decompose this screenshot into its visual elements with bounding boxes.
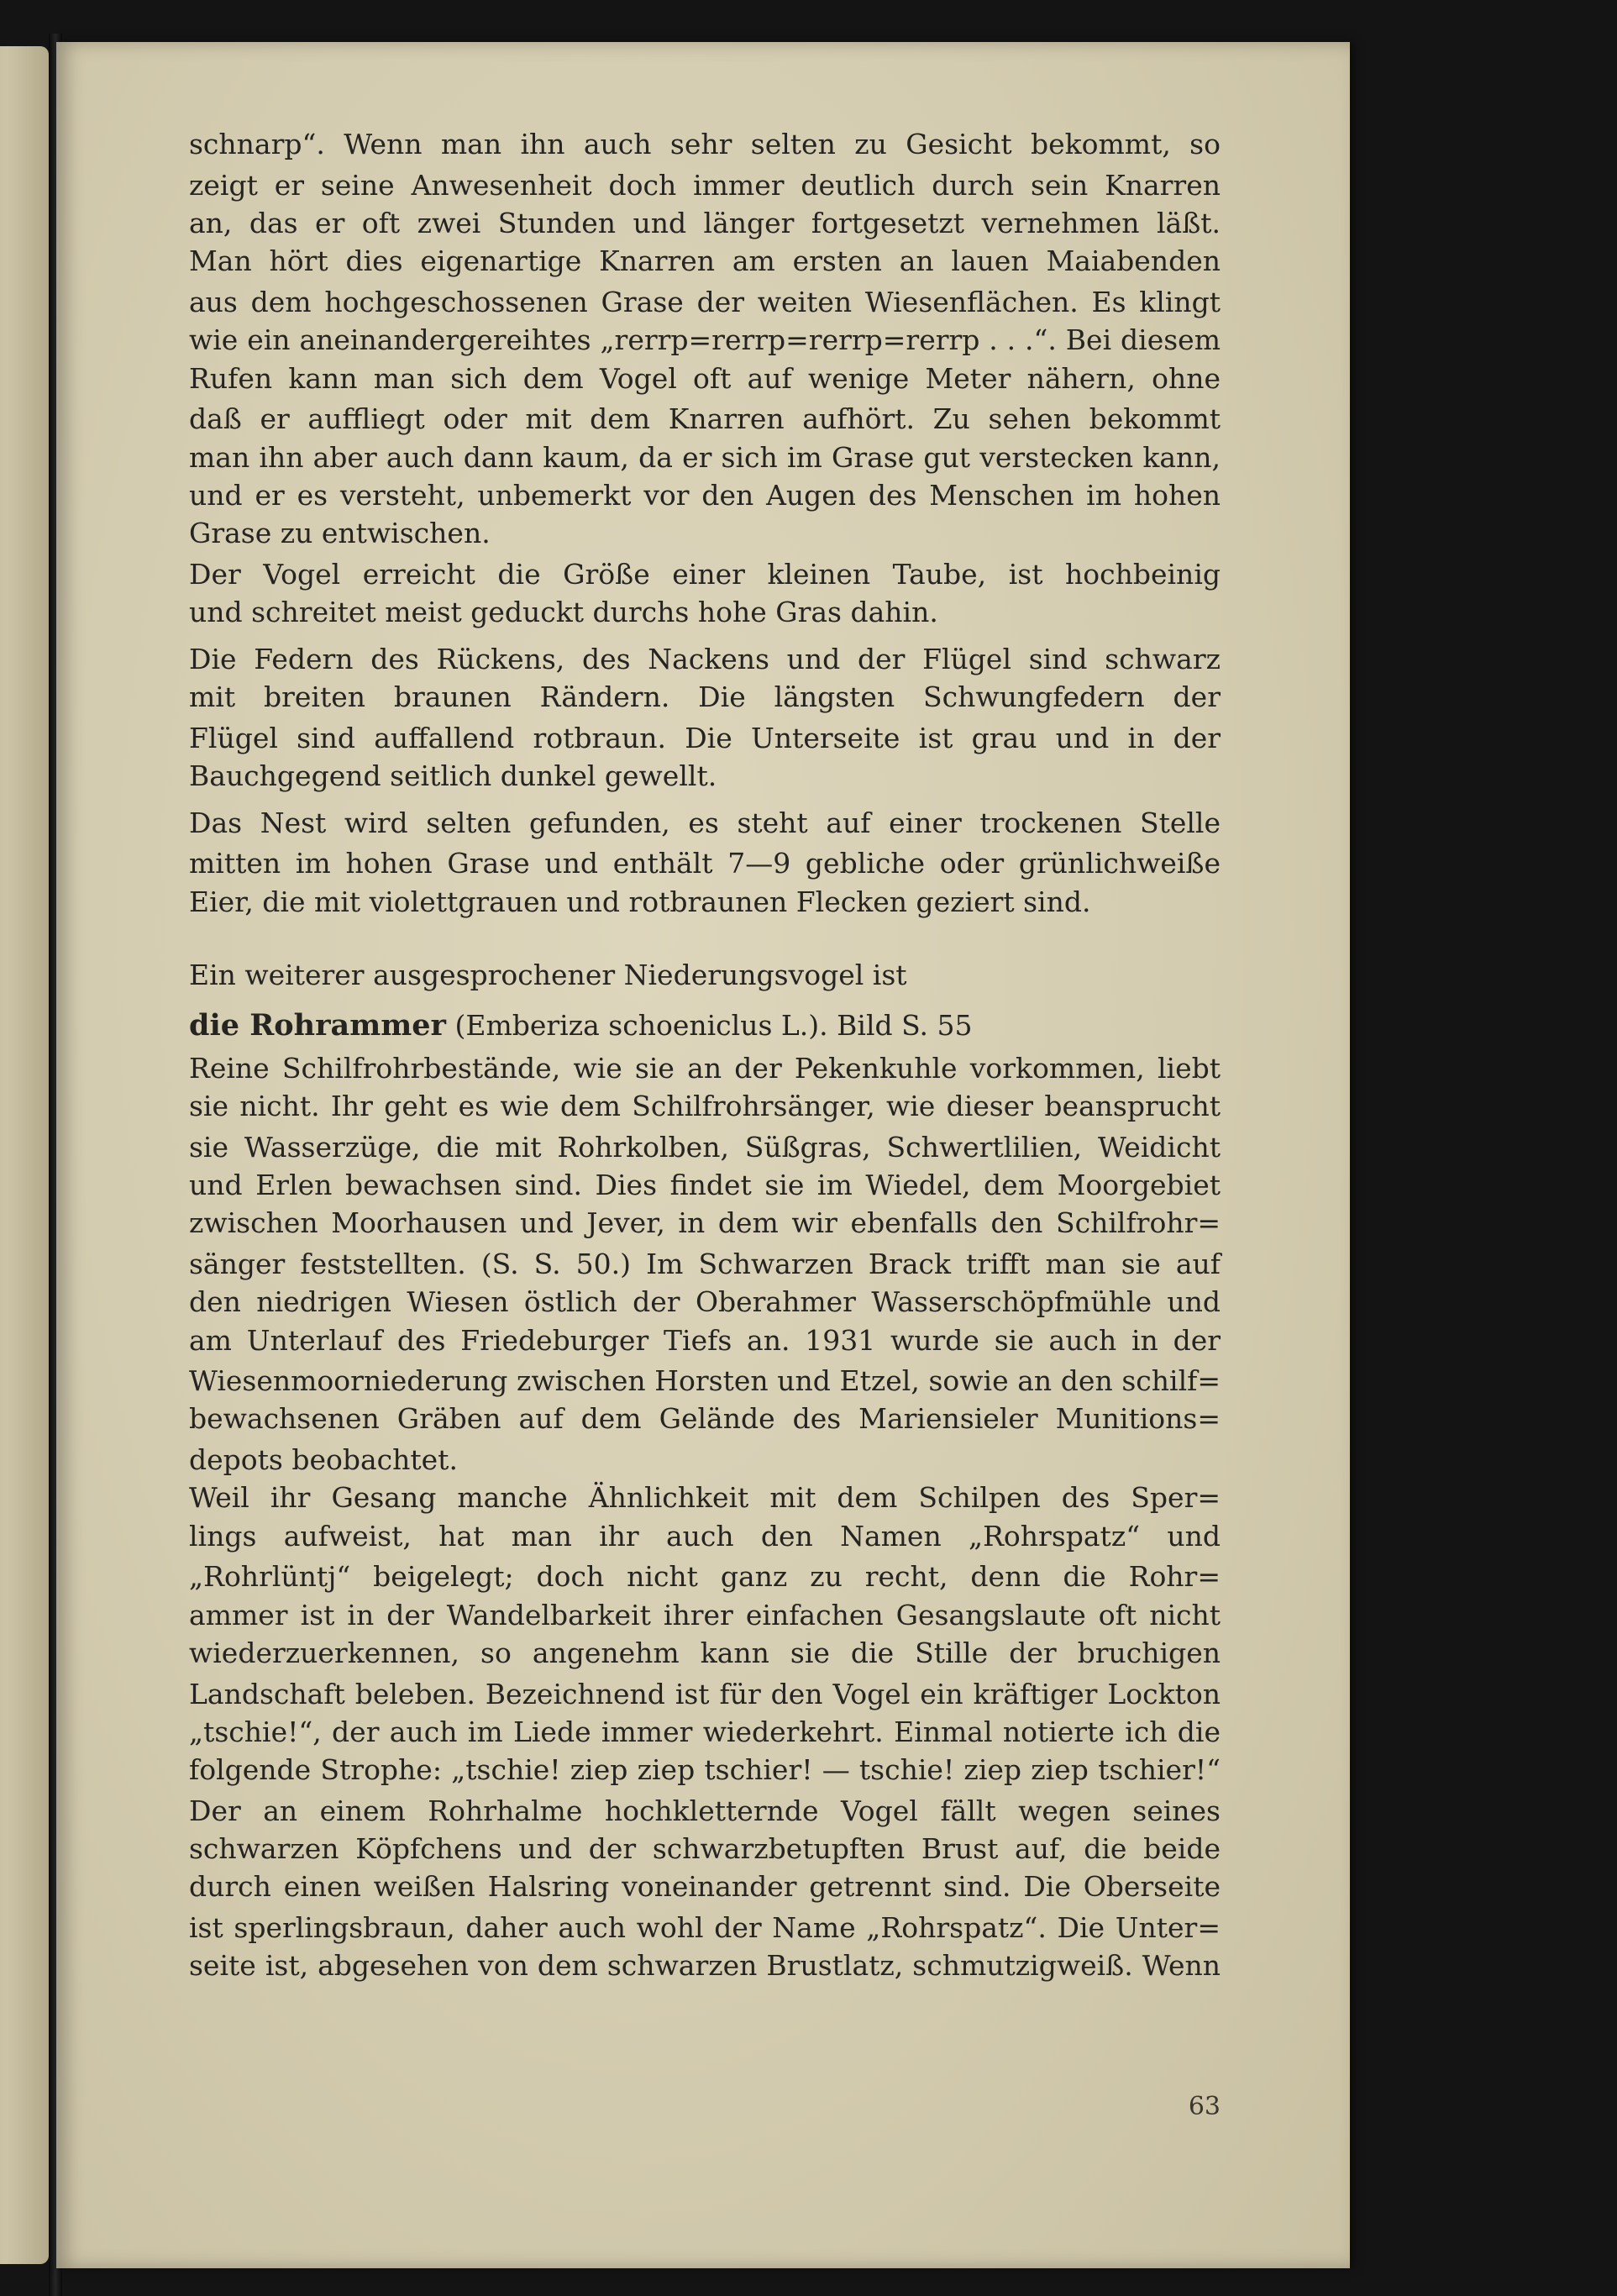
text-line: Ein weiterer ausgesprochener Niederungsvogel ist bbox=[189, 958, 907, 991]
text-line: Landschaft beleben. Bezeichnend ist für den Vogel ein kräftiger Lockton bbox=[189, 1677, 1221, 1710]
text-line: daß er auffliegt oder mit dem Knarren aufhört. Zu sehen bekommt bbox=[189, 402, 1221, 436]
text-line: „tschie!“, der auch im Liede immer wiederkehrt. Einmal notierte ich die bbox=[189, 1715, 1221, 1748]
book-page bbox=[56, 42, 1350, 2268]
text-line: man ihn aber auch dann kaum, da er sich im Grase gut verstecken kann, bbox=[189, 440, 1221, 474]
text-line: Der Vogel erreicht die Größe einer kleinen Taube, ist hochbeinig bbox=[189, 557, 1221, 591]
text-line: lings aufweist, hat man ihr auch den Namen „Rohrspatz“ und bbox=[189, 1519, 1221, 1553]
text-line: Flügel sind auffallend rotbraun. Die Unterseite ist grau und in der bbox=[189, 721, 1221, 754]
text-line: Rufen kann man sich dem Vogel oft auf wenige Meter nähern, ohne bbox=[189, 361, 1221, 395]
text-line: zeigt er seine Anwesenheit doch immer deutlich durch sein Knarren bbox=[189, 168, 1221, 202]
text-line: „Rohrlüntj“ beigelegt; doch nicht ganz zu recht, denn die Rohr= bbox=[189, 1560, 1221, 1594]
text-line: sie Wasserzüge, die mit Rohrkolben, Süßgras, Schwertlilien, Weidicht bbox=[189, 1130, 1221, 1164]
text-line: ammer ist in der Wandelbarkeit ihrer einfachen Gesangslaute oft nicht bbox=[189, 1598, 1221, 1631]
text-line: Reine Schilfrohrbestände, wie sie an der Pekenkuhle vorkommen, liebt bbox=[189, 1051, 1221, 1085]
text-line: am Unterlauf des Friedeburger Tiefs an. 1931 wurde sie auch in der bbox=[189, 1323, 1221, 1357]
text-line: Weil ihr Gesang manche Ähnlichkeit mit dem Schilpen des Sper= bbox=[189, 1481, 1221, 1515]
page-number: 63 bbox=[1188, 2092, 1221, 2121]
text-line: folgende Strophe: „tschie! ziep ziep tschier! — tschie! ziep ziep tschier!“ bbox=[189, 1753, 1221, 1787]
text-line: Eier, die mit violettgrauen und rotbraunen Flecken geziert sind. bbox=[189, 885, 1091, 918]
text-line: Bauchgegend seitlich dunkel gewellt. bbox=[189, 759, 717, 792]
text-line: Der an einem Rohrhalme hochkletternde Vogel fällt wegen seines bbox=[189, 1794, 1221, 1827]
heading-rest: (Emberiza schoeniclus L.). Bild S. 55 bbox=[454, 1009, 973, 1043]
text-line: Wiesenmoorniederung zwischen Horsten und Etzel, sowie an den schilf= bbox=[189, 1364, 1221, 1398]
text-line: sie nicht. Ihr geht es wie dem Schilfrohrsänger, wie dieser beansprucht bbox=[189, 1090, 1221, 1123]
section-heading: die Rohrammer bbox=[189, 1008, 446, 1043]
text-line: mit breiten braunen Rändern. Die längsten Schwungfedern der bbox=[189, 680, 1221, 713]
text-line: wiederzuerkennen, so angenehm kann sie die Stille der bruchigen bbox=[189, 1636, 1221, 1669]
text-line: zwischen Moorhausen und Jever, in dem wir ebenfalls den Schilfrohr= bbox=[189, 1206, 1221, 1240]
text-line: Die Federn des Rückens, des Nackens und der Flügel sind schwarz bbox=[189, 642, 1221, 675]
text-line: aus dem hochgeschossenen Grase der weiten Wiesenflächen. Es klingt bbox=[189, 286, 1221, 319]
text-line: schwarzen Köpfchens und der schwarzbetupften Brust auf, die beide bbox=[189, 1832, 1221, 1866]
text-line: und er es versteht, unbemerkt vor den Augen des Menschen im hohen bbox=[189, 478, 1221, 512]
text-line: durch einen weißen Halsring voneinander getrennt sind. Die Oberseite bbox=[189, 1870, 1221, 1904]
text-line: und Erlen bewachsen sind. Dies findet sie im Wiedel, dem Moorgebiet bbox=[189, 1169, 1221, 1202]
text-line: Man hört dies eigenartige Knarren am ersten an lauen Maiabenden bbox=[189, 244, 1221, 278]
text-line: den niedrigen Wiesen östlich der Oberahmer Wasserschöpfmühle und bbox=[189, 1285, 1221, 1319]
text-line: bewachsenen Gräben auf dem Gelände des Mariensieler Munitions= bbox=[189, 1402, 1221, 1436]
text-line: schnarp“. Wenn man ihn auch sehr selten zu Gesicht bekommt, so bbox=[189, 128, 1221, 161]
text-line: und schreitet meist geduckt durchs hohe Gras dahin. bbox=[189, 596, 938, 628]
text-line: Das Nest wird selten gefunden, es steht auf einer trockenen Stelle bbox=[189, 806, 1221, 839]
section-heading-line bbox=[189, 1008, 1221, 1043]
text-line: seite ist, abgesehen von dem schwarzen Brustlatz, schmutzigweiß. Wenn bbox=[189, 1949, 1221, 1983]
text-line: sänger feststellten. (S. S. 50.) Im Schwarzen Brack trifft man sie auf bbox=[189, 1248, 1221, 1281]
text-line: Grase zu entwischen. bbox=[189, 517, 491, 550]
text-line: an, das er oft zwei Stunden und länger fortgesetzt vernehmen läßt. bbox=[189, 207, 1221, 240]
text-line: mitten im hohen Grase und enthält 7—9 gebliche oder grünlichweiße bbox=[189, 847, 1221, 880]
text-line: ist sperlingsbraun, daher auch wohl der Name „Rohrspatz“. Die Unter= bbox=[189, 1911, 1221, 1944]
text-line: depots beobachtet. bbox=[189, 1443, 458, 1477]
text-line: wie ein aneinandergereihtes „rerrp=rerrp=rerrp=rerrp . . .“. Bei diesem bbox=[189, 323, 1221, 357]
neighbor-page-edge bbox=[0, 46, 49, 2264]
